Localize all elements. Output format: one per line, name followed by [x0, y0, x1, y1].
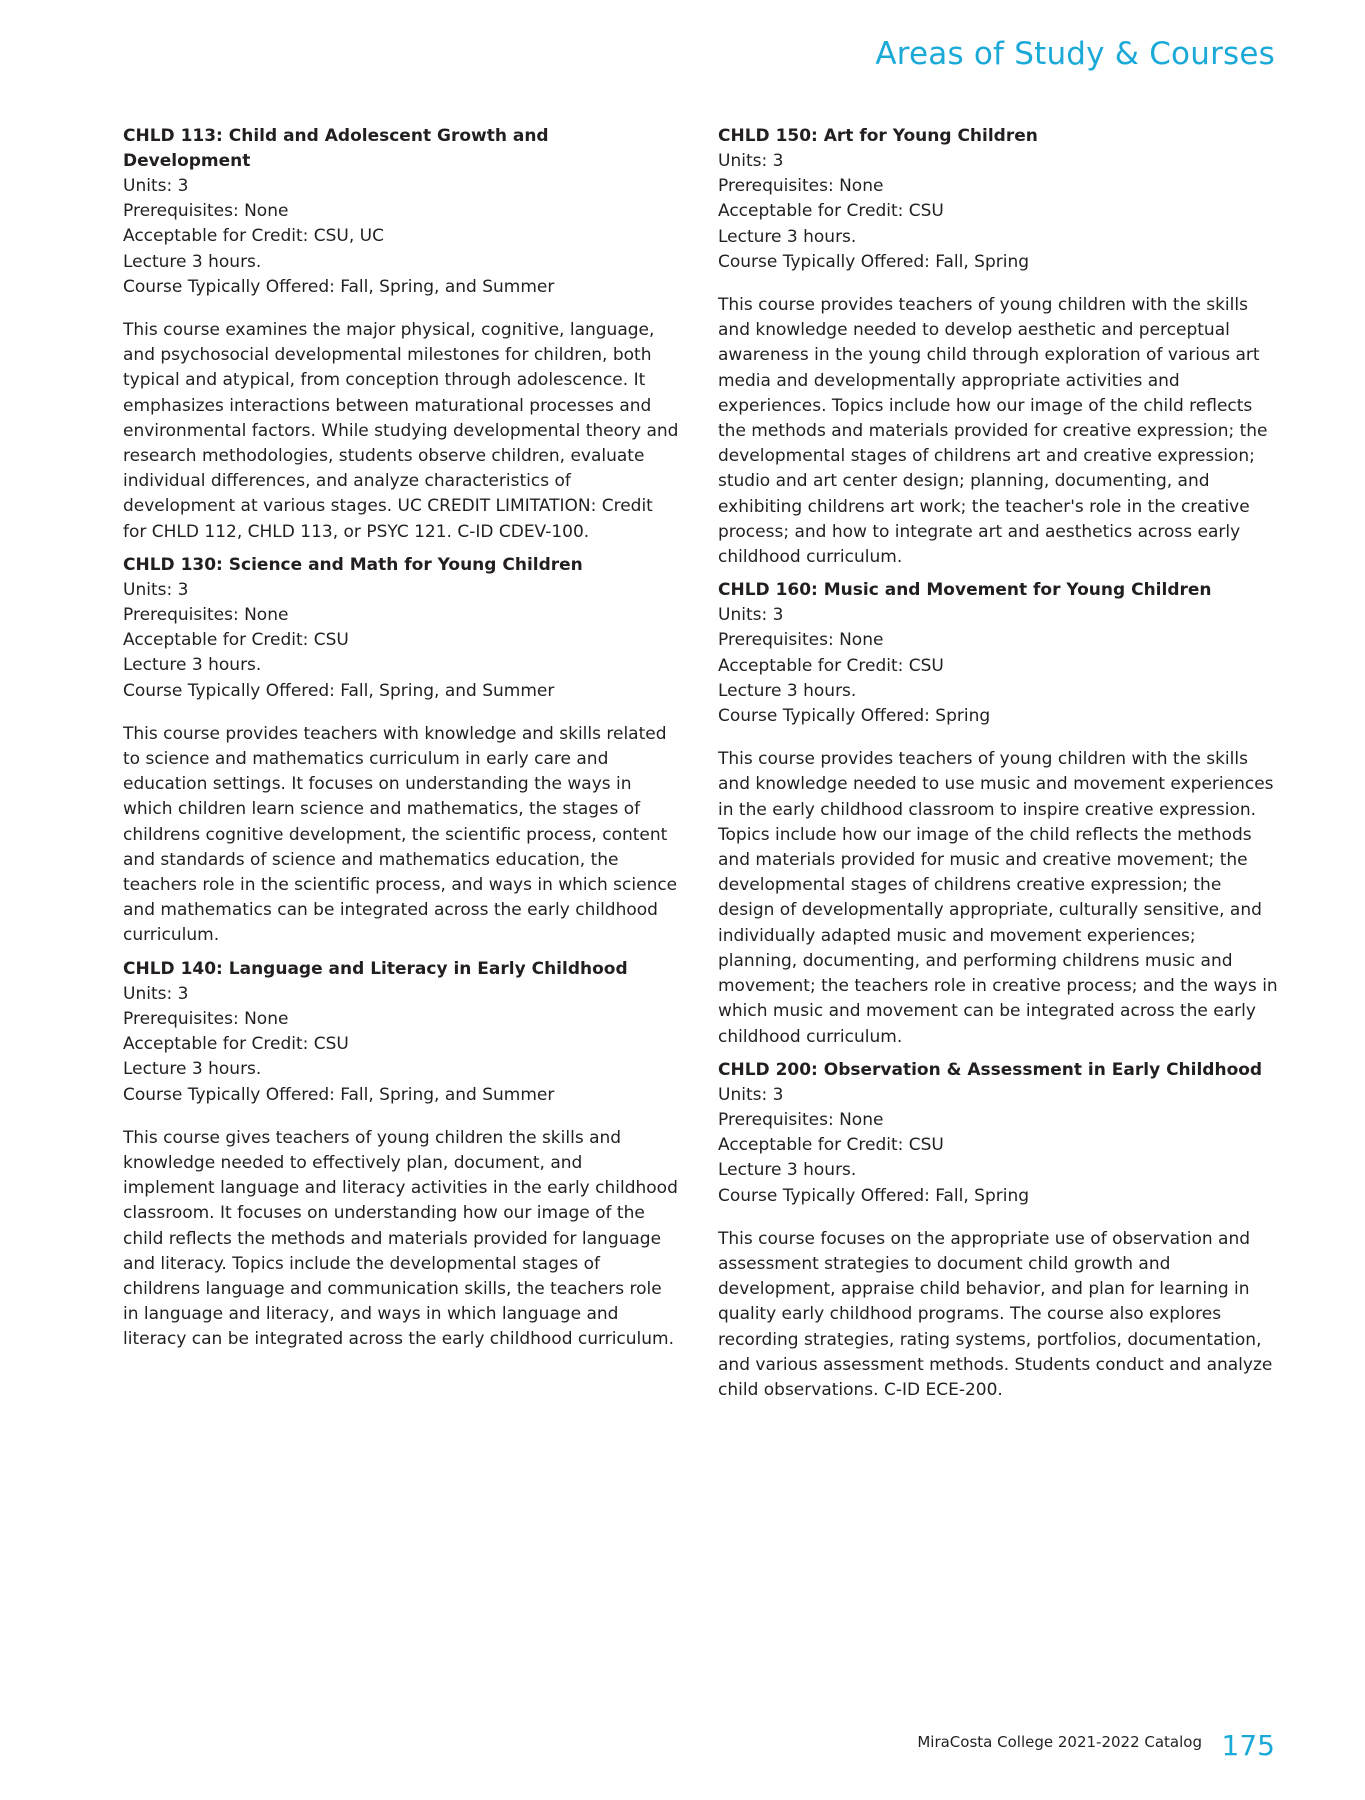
course-entry — [718, 1058, 1278, 1403]
course-units: Units: 3 — [718, 151, 784, 171]
course-offered: Course Typically Offered: Spring — [718, 706, 991, 727]
course-offered: Course Typically Offered: Fall, Spring, and Summer — [123, 276, 555, 297]
course-lecture: Lecture 3 hours. — [123, 1059, 262, 1080]
course-prerequisites: Prerequisites: None — [718, 176, 884, 197]
course-title: CHLD 113: Child and Adolescent Growth and Development — [123, 126, 549, 171]
course-credit: Acceptable for Credit: CSU — [123, 630, 349, 651]
course-credit: Acceptable for Credit: CSU — [718, 655, 944, 676]
right-column — [718, 124, 1278, 1411]
course-description: This course provides teachers with knowledge and skills related to science and mathematics curriculum in early care and education settings. It focuses on understanding the ways in which children learn science and mathematics, the stages of childrens cognitive development, the scientific process, content and standards of science and mathematics education, the teachers role in the scientific process, and ways in which science and mathematics can be integrated across the early childhood curriculum. — [123, 723, 678, 946]
course-lecture: Lecture 3 hours. — [718, 680, 857, 701]
course-title: CHLD 200: Observation & Assessment in Early Childhood — [718, 1059, 1263, 1080]
course-description: This course focuses on the appropriate use of observation and assessment strategies to document child growth and development, appraise child behavior, and plan for learning in quality early childhood programs. The course also explores recording strategies, rating systems, portfolios, documentation, and various assessment methods. Students conduct and analyze child observations. C-ID ECE-200. — [718, 1228, 1273, 1400]
course-credit: Acceptable for Credit: CSU — [123, 1034, 349, 1055]
course-description: This course gives teachers of young children the skills and knowledge needed to effectively plan, document, and implement language and literacy activities in the early childhood classroom. It focuses on understanding how our image of the child reflects the methods and materials provided for language and literacy. Topics include the developmental stages of childrens language and communication skills, the teachers role in language and literacy, and ways in which language and literacy can be integrated across the early childhood curriculum. — [123, 1127, 678, 1350]
course-units: Units: 3 — [718, 605, 784, 626]
course-offered: Course Typically Offered: Fall, Spring, and Summer — [123, 680, 555, 701]
page-header-title: Areas of Study & Courses — [875, 36, 1275, 72]
course-credit: Acceptable for Credit: CSU, UC — [123, 226, 384, 247]
course-title: CHLD 160: Music and Movement for Young Children — [718, 580, 1212, 601]
course-prerequisites: Prerequisites: None — [718, 1109, 884, 1130]
course-prerequisites: Prerequisites: None — [718, 630, 884, 651]
course-units: Units: 3 — [123, 983, 189, 1004]
course-entry — [123, 957, 679, 1353]
course-credit: Acceptable for Credit: CSU — [718, 201, 944, 222]
left-column — [123, 124, 679, 1361]
course-entry — [123, 553, 679, 949]
page-number: 175 — [1221, 1729, 1275, 1762]
course-title: CHLD 140: Language and Literacy in Early Childhood — [123, 958, 628, 979]
course-offered: Course Typically Offered: Fall, Spring — [718, 251, 1030, 272]
course-units: Units: 3 — [718, 1084, 784, 1105]
course-description: This course examines the major physical, cognitive, language, and psychosocial developmental milestones for children, both typical and atypical, from conception through adolescence. It emphasizes interactions between maturational processes and environmental factors. While studying developmental theory and research methodologies, students observe children, evaluate individual differences, and analyze characteristics of development at various stages. UC CREDIT LIMITATION: Credit for CHLD 112, CHLD 113, or PSYC 121. C-ID CDEV-100. — [123, 320, 679, 542]
course-lecture: Lecture 3 hours. — [718, 226, 857, 247]
course-description: This course provides teachers of young children with the skills and knowledge needed to develop aesthetic and perceptual awareness in the young child through exploration of various art media and developmentally appropriate activities and experiences. Topics include how our image of the child reflects the methods and materials provided for creative expression; the developmental stages of childrens art and creative expression; studio and art center design; planning, documenting, and exhibiting childrens art work; the teacher's role in the creative process; and how to integrate art and aesthetics across early childhood curriculum. — [718, 295, 1268, 568]
course-credit: Acceptable for Credit: CSU — [718, 1135, 944, 1156]
course-lecture: Lecture 3 hours. — [123, 251, 262, 272]
course-units: Units: 3 — [123, 176, 189, 196]
footer-catalog-label: MiraCosta College 2021-2022 Catalog — [917, 1733, 1202, 1751]
course-entry — [123, 124, 679, 545]
course-entry — [718, 578, 1278, 1049]
course-prerequisites: Prerequisites: None — [123, 605, 289, 626]
course-lecture: Lecture 3 hours. — [123, 655, 262, 676]
course-offered: Course Typically Offered: Fall, Spring, and Summer — [123, 1084, 555, 1105]
course-entry — [718, 124, 1278, 570]
course-title: CHLD 130: Science and Math for Young Children — [123, 554, 583, 575]
course-title: CHLD 150: Art for Young Children — [718, 126, 1038, 146]
course-lecture: Lecture 3 hours. — [718, 1160, 857, 1181]
course-description: This course provides teachers of young children with the skills and knowledge needed to use music and movement experiences in the early childhood classroom to inspire creative expression. Topics include how our image of the child reflects the methods and materials provided for music and creative movement; the developmental stages of childrens creative expression; the design of developmentally appropriate, culturally sensitive, and individually adapted music and movement experiences; planning, documenting, and performing childrens music and movement; the teachers role in creative process; and the ways in which music and movement can be integrated across the early childhood curriculum. — [718, 749, 1278, 1047]
course-offered: Course Typically Offered: Fall, Spring — [718, 1185, 1030, 1206]
course-units: Units: 3 — [123, 579, 189, 600]
course-prerequisites: Prerequisites: None — [123, 1008, 289, 1029]
course-prerequisites: Prerequisites: None — [123, 201, 289, 222]
